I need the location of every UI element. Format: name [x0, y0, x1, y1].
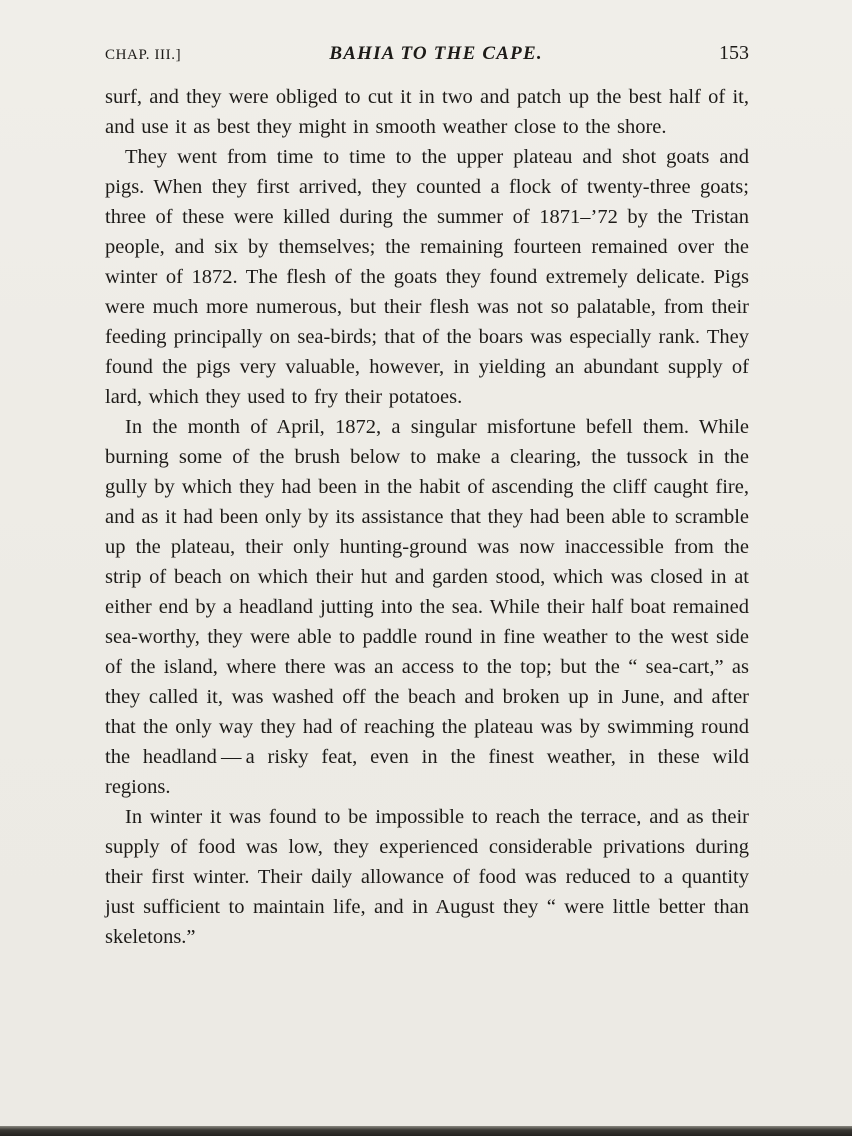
paragraph: They went from time to time to the upper plateau and shot goats and pigs. When they first arrived, they counted a flock of twenty-three goats; three of these were killed during the summer of 1871–’72 by the Tristan people, and six by themselves; the remaining fourteen remained over the winter of 1872. The flesh of the goats they found extremely delicate. Pigs were much more numerous, but their flesh was not so palatable, from their feeding principally on sea-birds; that of the boars was especially rank. They found the pigs very valuable, however, in yielding an abundant supply of lard, which they used to fry their potatoes.: [105, 146, 749, 408]
running-title: BAHIA TO THE CAPE.: [329, 43, 543, 64]
page-header: [105, 42, 749, 65]
paragraph: surf, and they were obliged to cut it in two and patch up the best half of it, and use it as best they might in smooth weather close to the shore.: [105, 86, 749, 138]
paragraph: In winter it was found to be impossible to reach the terrace, and as their supply of food was low, they experienced considerable privations during their first winter. Their daily allowance of food was reduced to a quantity just sufficient to maintain life, and in August they “ were little better than skeletons.”: [105, 806, 749, 948]
chapter-label: CHAP. III.]: [105, 47, 182, 63]
scan-bottom-edge: [0, 1126, 852, 1136]
page-body-text: [105, 82, 749, 952]
paragraph: In the month of April, 1872, a singular misfortune befell them. While burning some of the brush below to make a clearing, the tussock in the gully by which they had been in the habit of ascending the cliff caught fire, and as it had been only by its assistance that they had been able to scramble up the plateau, their only hunting-ground was now inaccessible from the strip of beach on which their hut and garden stood, which was closed in at either end by a headland jutting into the sea. While their half boat remained sea-worthy, they were able to paddle round in fine weather to the west side of the island, where there was an access to the top; but the “ sea-cart,” as they called it, was washed off the beach and broken up in June, and after that the only way they had of reaching the plateau was by swimming round the headland — a risky feat, even in the finest weather, in these wild regions.: [105, 416, 749, 798]
page-number: 153: [718, 42, 749, 64]
